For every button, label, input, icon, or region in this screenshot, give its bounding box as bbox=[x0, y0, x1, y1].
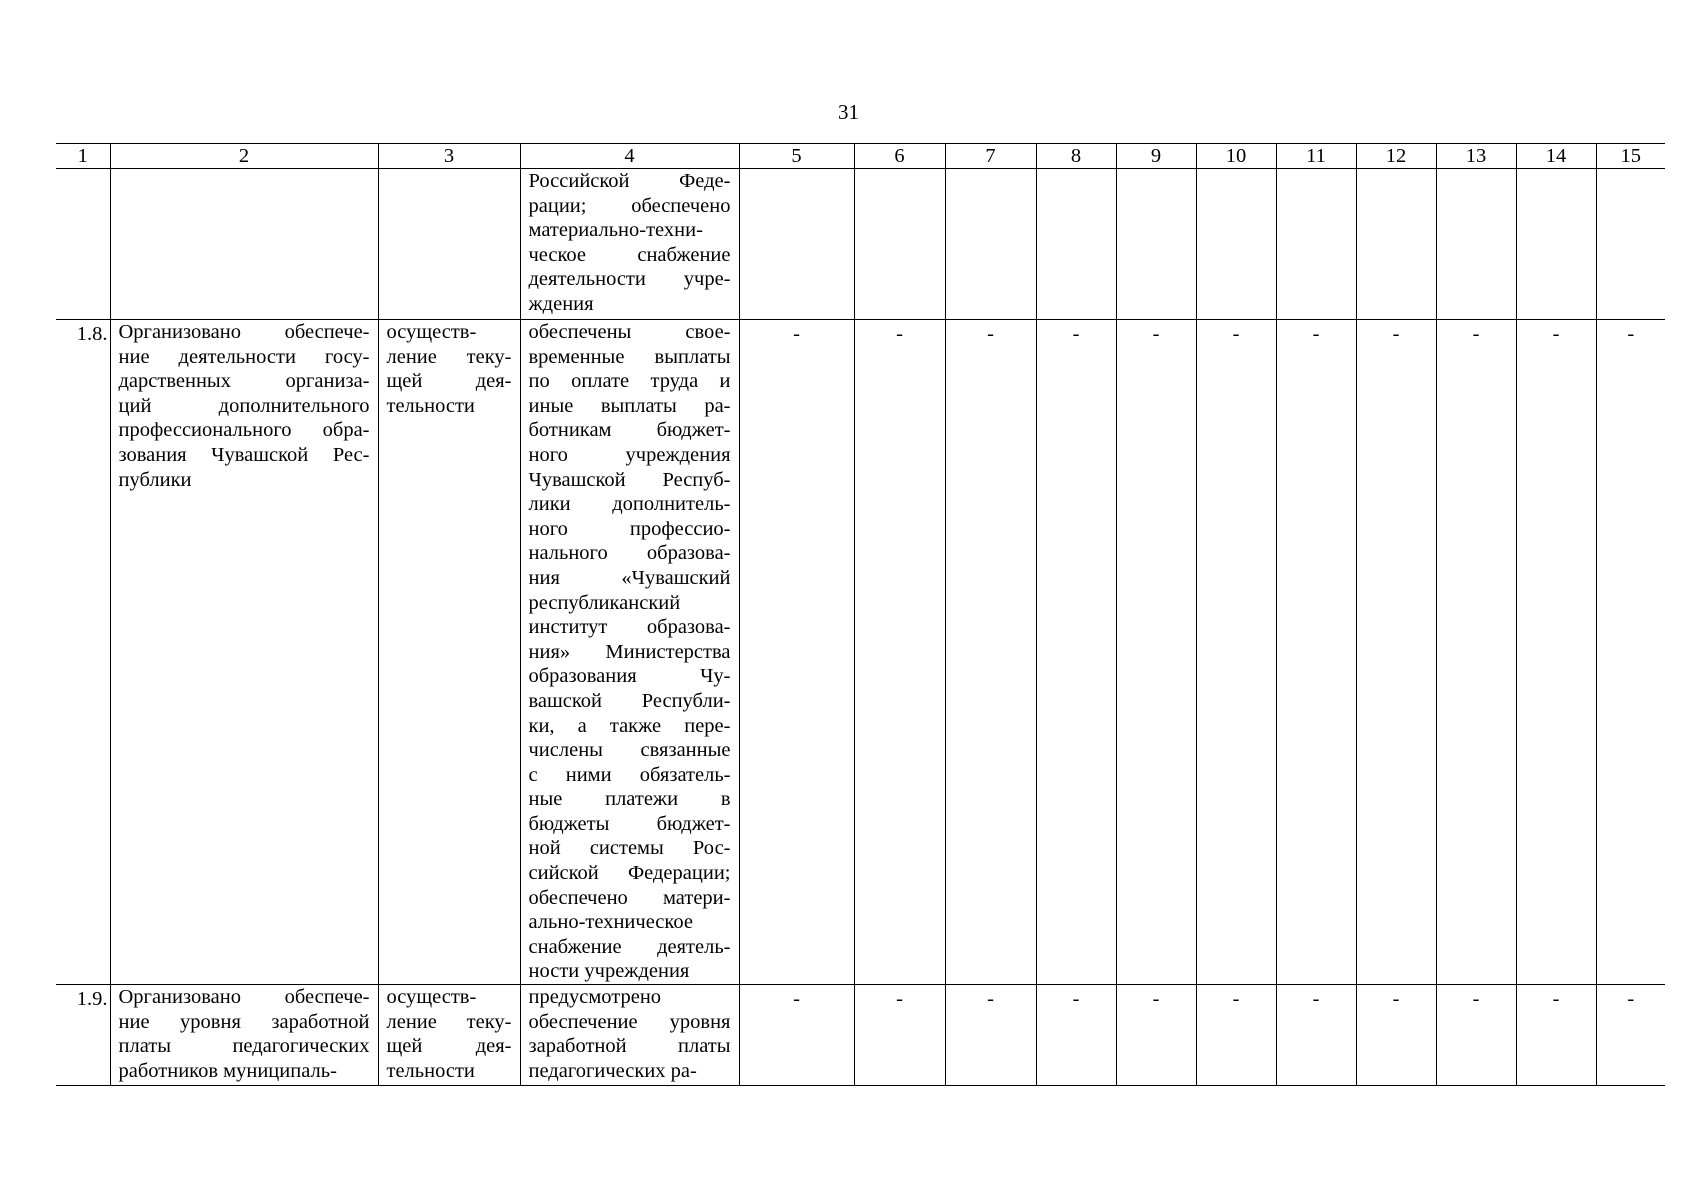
text-line: материально-техни- bbox=[528, 219, 703, 242]
text-line: обеспечено матери- bbox=[528, 886, 731, 909]
text-line: осуществ- bbox=[386, 321, 477, 343]
column-header-15: 15 bbox=[1596, 144, 1665, 169]
text-line: лики дополнитель- bbox=[528, 493, 731, 516]
text-line: числены связанные bbox=[528, 739, 731, 762]
text-line: деятельности учре- bbox=[528, 268, 731, 291]
value-cell bbox=[1516, 169, 1596, 320]
value-cell bbox=[1436, 169, 1516, 320]
column-header-9: 9 bbox=[1116, 144, 1196, 169]
table-row bbox=[56, 320, 1665, 985]
value-cell bbox=[1036, 169, 1116, 320]
text-line: ния «Чувашский bbox=[528, 566, 731, 589]
column-header-6: 6 bbox=[854, 144, 945, 169]
value-cell: - bbox=[1276, 320, 1356, 985]
page-number: 31 bbox=[838, 100, 859, 124]
text-line: ление теку- bbox=[386, 1010, 512, 1033]
column-header-7: 7 bbox=[945, 144, 1036, 169]
text-line: образования Чу- bbox=[528, 665, 731, 688]
text-line: нального образова- bbox=[528, 542, 731, 565]
measure-name-cell bbox=[110, 169, 378, 320]
activity-type-cell bbox=[378, 169, 520, 320]
value-cell: - bbox=[1116, 320, 1196, 985]
text-line: Российской Феде- bbox=[528, 170, 731, 192]
value-cell bbox=[1116, 169, 1196, 320]
value-cell: - bbox=[1436, 985, 1516, 1086]
result-description-cell bbox=[520, 169, 739, 320]
value-cell bbox=[1596, 169, 1665, 320]
value-cell: - bbox=[1036, 985, 1116, 1086]
value-cell: - bbox=[1596, 320, 1665, 985]
table-row bbox=[56, 169, 1665, 320]
text-line: платы педагогических bbox=[118, 1035, 370, 1058]
text-line: ций дополнительного bbox=[118, 394, 370, 417]
text-line: профессионального обра- bbox=[118, 419, 370, 442]
text-line: снабжение деятель- bbox=[528, 935, 731, 958]
text-line: Чувашской Респуб- bbox=[528, 468, 731, 491]
result-description-cell bbox=[520, 320, 739, 985]
column-header-5: 5 bbox=[739, 144, 854, 169]
column-header-8: 8 bbox=[1036, 144, 1116, 169]
value-cell: - bbox=[739, 320, 854, 985]
text-line: осуществ- bbox=[386, 986, 477, 1009]
text-line: республиканский bbox=[528, 591, 681, 614]
text-line: рации; обеспечено bbox=[528, 194, 731, 217]
text-line: обеспечены свое- bbox=[528, 321, 731, 343]
text-line: вашской Республи- bbox=[528, 689, 731, 712]
text-line: институт образова- bbox=[528, 616, 731, 639]
column-header-1: 1 bbox=[56, 144, 110, 169]
value-cell: - bbox=[1276, 985, 1356, 1086]
column-header-4: 4 bbox=[520, 144, 739, 169]
value-cell bbox=[1356, 169, 1436, 320]
value-cell: - bbox=[854, 985, 945, 1086]
text-line: ление теку- bbox=[386, 345, 512, 368]
text-line: ние деятельности госу- bbox=[118, 345, 370, 368]
value-cell bbox=[1196, 169, 1276, 320]
text-line: ности учреждения bbox=[528, 960, 690, 983]
row-number bbox=[56, 169, 110, 320]
text-line: ние уровня заработной bbox=[118, 1010, 370, 1033]
measure-name-cell bbox=[110, 320, 378, 985]
text-line: работников муниципаль- bbox=[118, 1059, 337, 1082]
text-line: ки, а также пере- bbox=[528, 714, 731, 737]
text-line: сийской Федерации; bbox=[528, 862, 731, 885]
text-line: педагогических ра- bbox=[528, 1059, 697, 1082]
column-header-13: 13 bbox=[1436, 144, 1516, 169]
text-line: ные платежи в bbox=[528, 788, 731, 811]
column-header-10: 10 bbox=[1196, 144, 1276, 169]
text-line: ально-техническое bbox=[528, 911, 693, 934]
text-line: иные выплаты ра- bbox=[528, 394, 731, 417]
text-line: Организовано обеспече- bbox=[118, 321, 370, 343]
text-line: предусмотрено bbox=[528, 986, 662, 1009]
activity-type-cell bbox=[378, 320, 520, 985]
text-line: Организовано обеспече- bbox=[118, 986, 370, 1009]
value-cell: - bbox=[854, 320, 945, 985]
row-number: 1.8. bbox=[56, 320, 110, 985]
column-header-2: 2 bbox=[110, 144, 378, 169]
column-header-3: 3 bbox=[378, 144, 520, 169]
value-cell: - bbox=[1436, 320, 1516, 985]
column-header-12: 12 bbox=[1356, 144, 1436, 169]
value-cell: - bbox=[945, 320, 1036, 985]
text-line: тельности bbox=[386, 394, 475, 417]
text-line: ждения bbox=[528, 292, 594, 315]
text-line: ного учреждения bbox=[528, 443, 731, 466]
value-cell: - bbox=[739, 985, 854, 1086]
table-row bbox=[56, 985, 1665, 1086]
text-line: ного профессио- bbox=[528, 517, 731, 540]
value-cell: - bbox=[1116, 985, 1196, 1086]
value-cell: - bbox=[1356, 320, 1436, 985]
value-cell: - bbox=[1516, 320, 1596, 985]
text-line: тельности bbox=[386, 1059, 475, 1082]
value-cell bbox=[1276, 169, 1356, 320]
value-cell bbox=[739, 169, 854, 320]
text-line: по оплате труда и bbox=[528, 370, 731, 393]
value-cell bbox=[854, 169, 945, 320]
text-line: зования Чувашской Рес- bbox=[118, 443, 370, 466]
text-line: дарственных организа- bbox=[118, 370, 370, 393]
value-cell: - bbox=[1516, 985, 1596, 1086]
measure-name-cell bbox=[110, 985, 378, 1086]
text-line: ния» Министерства bbox=[528, 640, 731, 663]
text-line: бюджеты бюджет- bbox=[528, 812, 731, 835]
activity-type-cell bbox=[378, 985, 520, 1086]
value-cell bbox=[945, 169, 1036, 320]
table-header-row bbox=[56, 144, 1665, 169]
text-line: щей дея- bbox=[386, 370, 512, 393]
column-header-11: 11 bbox=[1276, 144, 1356, 169]
value-cell: - bbox=[1196, 320, 1276, 985]
row-number: 1.9. bbox=[56, 985, 110, 1086]
program-measures-table bbox=[56, 143, 1665, 1086]
value-cell: - bbox=[1196, 985, 1276, 1086]
text-line: ческое снабжение bbox=[528, 243, 731, 266]
result-description-cell bbox=[520, 985, 739, 1086]
text-line: с ними обязатель- bbox=[528, 763, 731, 786]
text-line: щей дея- bbox=[386, 1035, 512, 1058]
text-line: временные выплаты bbox=[528, 345, 731, 368]
value-cell: - bbox=[945, 985, 1036, 1086]
text-line: публики bbox=[118, 468, 192, 491]
text-line: заработной платы bbox=[528, 1035, 731, 1058]
value-cell: - bbox=[1036, 320, 1116, 985]
column-header-14: 14 bbox=[1516, 144, 1596, 169]
text-line: ботникам бюджет- bbox=[528, 419, 731, 442]
text-line: ной системы Рос- bbox=[528, 837, 731, 860]
value-cell: - bbox=[1596, 985, 1665, 1086]
value-cell: - bbox=[1356, 985, 1436, 1086]
text-line: обеспечение уровня bbox=[528, 1010, 731, 1033]
